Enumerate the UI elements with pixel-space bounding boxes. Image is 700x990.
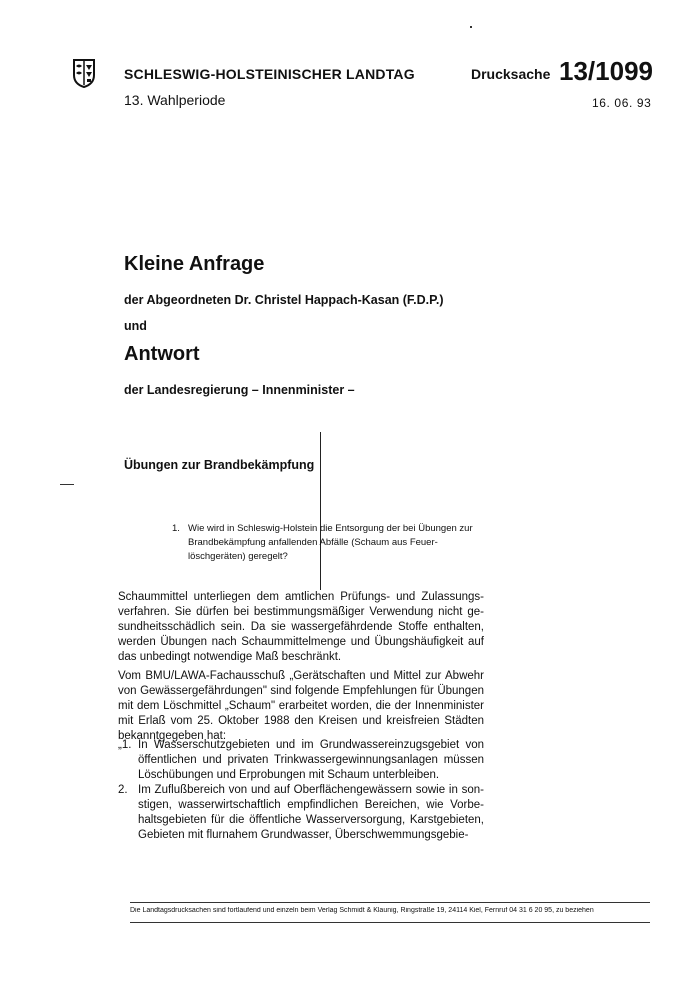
document-date: 16. 06. 93 [592,96,652,110]
list-item [118,783,484,843]
answer-paragraph-2: Vom BMU/LAWA-Fachausschuß „Gerätschaften und Mittel zur Abwehr von Gewässergefährdungen" sind folgende Empfehlungen für Übungen mit dem Löschmittel „Schaum" erarbeitet worden, die der Innenminister mit Erlaß vom 25. Oktober 1988 den Kreisen und kreisfreien Städten bekanntgegeben hat: [118,670,484,742]
antwort-title: Antwort [124,343,200,365]
institution-name: SCHLESWIG-HOLSTEINISCHER LANDTAG [124,66,415,82]
list-item [118,738,484,783]
scan-line [320,432,321,590]
kleine-anfrage-title: Kleine Anfrage [124,253,265,275]
answer-paragraph-1: Schaummittel unterliegen dem amtlichen Prüfungs- und Zulassungsverfahren. Sie dürfen bei bestimmungsmäßiger Verwendung nicht gesundheitsschädlich sein. Da sie wassergefährdende Stoffe enthalten, werden Übungen nach Schaummittelmenge und Übungshäufigkeit auf das unbedingt notwendige Maß beschränkt. [118,591,484,663]
author-line: der Abgeordneten Dr. Christel Happach-Kasan (F.D.P.) [124,293,444,307]
margin-mark [60,484,74,485]
question-block [172,522,490,564]
responder-line: der Landesregierung – Innenminister – [124,383,355,397]
topic-heading: Übungen zur Brandbekämpfung [124,458,315,472]
list-item-text: Im Zuflußbereich von und auf Oberflächengewässern sowie in sonstigen, wasserwirtschaftlich empfindlichen Bereichen, wie Vorbehaltsgebieten für die öffentliche Wasserversorgung, Karstgebieten, Gebieten mit flurnahem Grundwasser, Überschwemmungsgebie- [138,784,484,841]
question-number: 1. [172,523,180,534]
footer-divider-bottom [130,922,650,923]
footer-note: Die Landtagsdrucksachen sind fortlaufend und einzeln beim Verlag Schmidt & Klaunig, Ringstraße 19, 24114 Kiel, Fernruf 04 31 6 20 95, zu beziehen [130,907,594,914]
list-item-text: In Wasserschutzgebieten und im Grundwassereinzugsgebiet von öffentlichen und privaten Trinkwassergewinnungsanlagen müssen Löschübungen und Erprobungen mit Schaum unterbleiben. [138,739,484,781]
coat-of-arms-icon [72,58,96,88]
drucksache-number: 13/1099 [559,56,653,86]
conjunction-und: und [124,319,147,333]
footer-divider-top [130,902,650,903]
legislative-period: 13. Wahlperiode [124,92,226,108]
question-text: Wie wird in Schleswig-Holstein die Entsorgung der bei Übungen zur Brandbekämpfung anfallenden Abfälle (Schaum aus Feuerlöschgeräten) geregelt? [188,523,473,562]
drucksache-label: Drucksache [471,66,551,82]
list-item-number: „1. [118,739,132,751]
scan-speck [470,26,472,28]
list-item-number: 2. [118,784,128,796]
